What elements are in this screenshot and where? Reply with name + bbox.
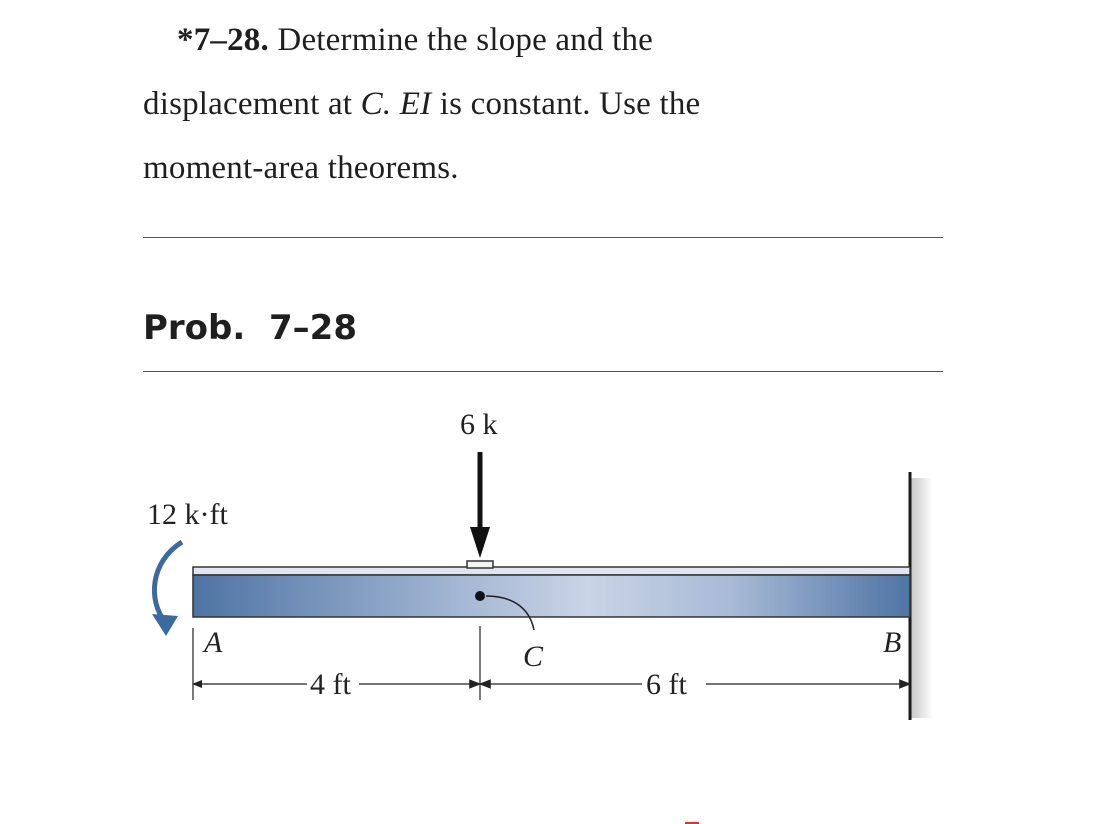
dim-right-label: 6 ft <box>646 668 687 701</box>
wall-shading <box>911 478 933 718</box>
point-c-dot <box>475 591 485 601</box>
moment-arrow-curve <box>154 542 182 622</box>
ei-symbol: EI <box>399 86 432 122</box>
problem-text-3: moment-area theorems. <box>143 150 459 186</box>
problem-text-2b: is constant. Use the <box>439 86 701 122</box>
point-b-label: B <box>883 626 902 659</box>
beam <box>193 575 910 617</box>
load-label: 6 k <box>460 408 498 441</box>
problem-text-2a: displacement at <box>143 86 353 122</box>
moment-arrow-head <box>152 614 178 636</box>
point-c-ref: C. <box>360 86 392 122</box>
beam-top-flange <box>193 567 910 575</box>
caption-number: 7–28 <box>269 308 357 348</box>
dim-left-label: 4 ft <box>310 668 351 701</box>
caption-label: Prob. <box>143 308 246 348</box>
problem-number: *7–28. <box>177 22 269 58</box>
point-a-label: A <box>204 626 223 659</box>
load-arrow-head <box>470 527 490 558</box>
moment-label: 12 k·ft <box>147 498 228 531</box>
point-c-label: C <box>523 640 544 673</box>
load-plate <box>467 561 493 568</box>
problem-text-1: Determine the slope and the <box>277 22 654 58</box>
